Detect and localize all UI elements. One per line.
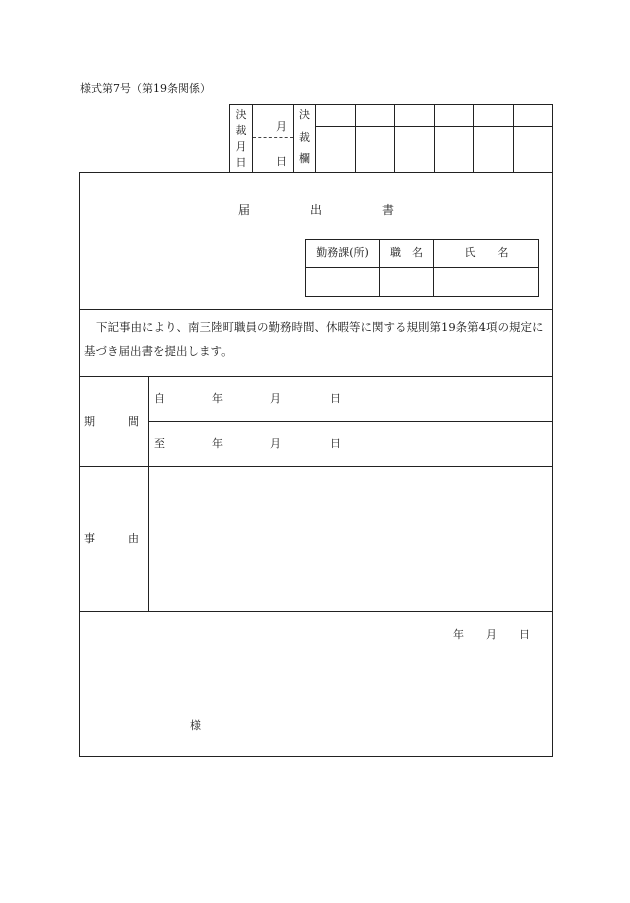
header-position: 職 名	[390, 246, 423, 259]
period-to-label: 至	[154, 437, 165, 450]
period-from-day: 日	[330, 392, 341, 405]
header-name: 氏 名	[464, 246, 509, 259]
period-to-year: 年	[212, 437, 223, 450]
statement-line-2: 基づき届出書を提出します。	[84, 344, 233, 358]
period-label: 期 間	[84, 415, 139, 428]
approval-day: 日	[276, 155, 287, 168]
reason-field[interactable]	[149, 467, 552, 611]
period-from-label: 自	[154, 392, 165, 405]
reason-label: 事 由	[84, 532, 139, 545]
position-field[interactable]	[380, 268, 433, 296]
period-from-year: 年	[212, 392, 223, 405]
period-from-row[interactable]	[149, 377, 552, 421]
form-number: 様式第7号（第19条関係）	[80, 82, 211, 95]
footer-date: 年 月 日	[453, 628, 530, 641]
approval-column-label: 決 裁 欄	[299, 108, 310, 165]
statement-line-1: 下記事由により、南三陸町職員の勤務時間、休暇等に関する規則第19条第4項の規定に	[96, 320, 544, 334]
period-to-day: 日	[330, 437, 341, 450]
approval-month: 月	[276, 120, 287, 133]
form-title: 届 出 書	[237, 203, 394, 217]
addressee-suffix: 様	[190, 719, 201, 732]
approval-date-label: 決 裁 月 日	[235, 108, 247, 169]
period-from-month: 月	[270, 392, 281, 405]
name-field[interactable]	[434, 268, 539, 296]
period-to-month: 月	[270, 437, 281, 450]
period-to-row[interactable]	[149, 422, 552, 466]
header-department: 勤務課(所)	[316, 246, 369, 259]
department-field[interactable]	[306, 268, 379, 296]
